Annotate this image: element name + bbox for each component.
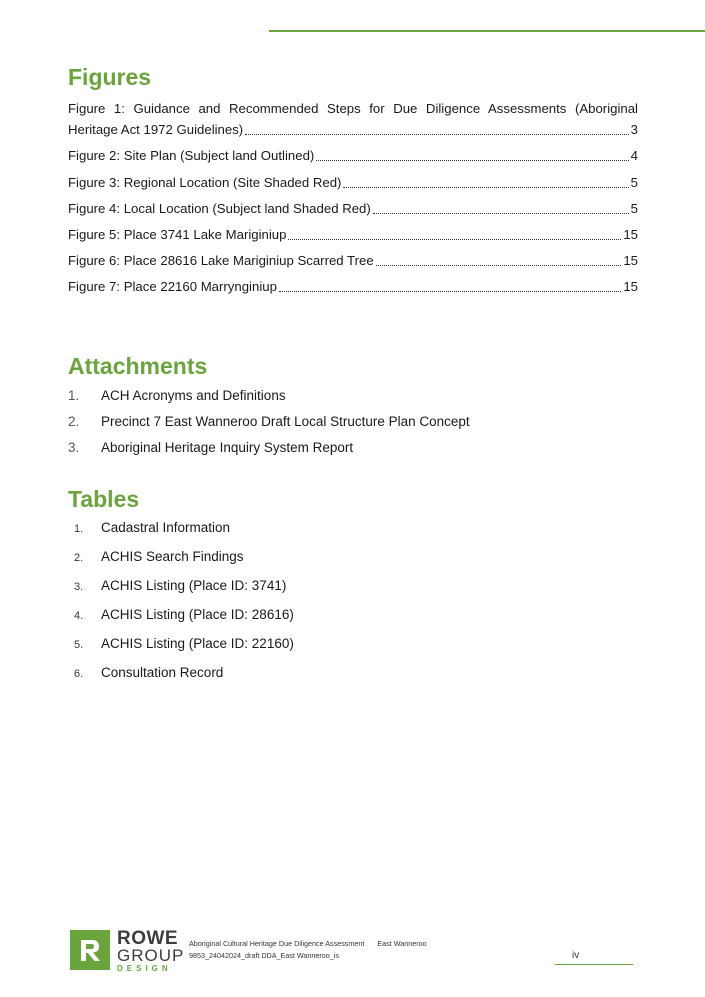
table-label: ACHIS Search Findings <box>101 549 244 564</box>
attachment-label: Aboriginal Heritage Inquiry System Report <box>101 440 354 455</box>
toc-entry[interactable] <box>68 98 638 140</box>
toc-entry-label: Figure 6: Place 28616 Lake Mariginiup Scarred Tree <box>68 253 374 268</box>
list-number: 5. <box>74 639 84 651</box>
leader-dots <box>376 265 622 266</box>
leader-dots <box>245 134 628 135</box>
list-number: 4. <box>74 610 84 622</box>
list-number: 1. <box>74 523 84 535</box>
list-number: 6. <box>74 668 84 680</box>
table-label: Cadastral Information <box>101 520 231 535</box>
toc-entry[interactable] <box>68 250 638 271</box>
table-label: ACHIS Listing (Place ID: 28616) <box>101 607 294 622</box>
table-item[interactable] <box>74 549 244 564</box>
figures-heading: Figures <box>68 64 152 90</box>
table-item[interactable] <box>74 607 294 622</box>
toc-entry-label: Figure 4: Local Location (Subject land Shaded Red) <box>68 201 371 216</box>
toc-entry-label: Figure 3: Regional Location (Site Shaded Red) <box>68 175 342 190</box>
list-number: 2. <box>74 552 84 564</box>
toc-entry-label: Figure 2: Site Plan (Subject land Outlined) <box>68 148 315 163</box>
toc-entry[interactable] <box>68 224 638 245</box>
toc-entry[interactable] <box>68 172 638 193</box>
logo-r-icon <box>70 930 110 970</box>
table-label: ACHIS Listing (Place ID: 22160) <box>101 636 294 651</box>
list-number: 1. <box>68 388 80 403</box>
logo-wordmark-rowe: ROWE <box>117 928 179 949</box>
attachment-item[interactable] <box>68 414 470 429</box>
toc-entry-page: 5 <box>630 175 638 190</box>
leader-dots <box>316 160 628 161</box>
toc-entry[interactable] <box>68 145 638 166</box>
leader-dots <box>373 213 629 214</box>
toc-entry-page: 15 <box>623 227 638 242</box>
leader-dots <box>343 187 628 188</box>
toc-entry-page: 15 <box>623 279 638 294</box>
toc-entry-text: Figure 1: Guidance and Recommended Steps for Due Diligence Assessments (Aboriginal <box>68 101 638 116</box>
toc-entry-label: Figure 7: Place 22160 Marrynginiup <box>68 279 277 294</box>
toc-entry[interactable] <box>68 276 638 297</box>
toc-entry-page: 4 <box>630 148 638 163</box>
toc-entry-page: 5 <box>630 201 638 216</box>
footer-doc-title: Aboriginal Cultural Heritage Due Diligence Assessment <box>189 939 365 948</box>
toc-entry[interactable] <box>68 198 638 219</box>
attachment-item[interactable] <box>68 440 353 455</box>
logo-mark <box>70 930 110 970</box>
table-item[interactable] <box>74 665 223 680</box>
footer-location: East Wanneroo <box>377 939 427 948</box>
attachment-item[interactable] <box>68 388 286 403</box>
footer-doc-title-line <box>189 939 427 948</box>
logo-wordmark-design: DESIGN <box>117 964 172 973</box>
table-label: ACHIS Listing (Place ID: 3741) <box>101 578 287 593</box>
toc-entry-label: Heritage Act 1972 Guidelines) <box>68 122 244 137</box>
table-item[interactable] <box>74 636 294 651</box>
leader-dots <box>288 239 621 240</box>
list-number: 2. <box>68 414 80 429</box>
page-number-rule <box>555 964 633 965</box>
toc-entry-page: 15 <box>623 253 638 268</box>
toc-entry-page: 3 <box>630 122 638 137</box>
leader-dots <box>279 291 621 292</box>
toc-entry-label: Figure 5: Place 3741 Lake Mariginiup <box>68 227 287 242</box>
attachment-label: ACH Acronyms and Definitions <box>101 388 286 403</box>
page-number: iv <box>572 950 580 961</box>
header-rule <box>269 30 705 32</box>
company-logo <box>70 928 185 973</box>
table-item[interactable] <box>74 578 286 593</box>
tables-heading: Tables <box>68 486 140 512</box>
attachment-label: Precinct 7 East Wanneroo Draft Local Structure Plan Concept <box>101 414 470 429</box>
attachments-heading: Attachments <box>68 353 208 379</box>
logo-wordmark-group: GROUP <box>117 946 185 965</box>
table-item[interactable] <box>74 520 230 535</box>
list-number: 3. <box>68 440 80 455</box>
list-number: 3. <box>74 581 84 593</box>
footer-file-name: 9853_24042024_draft DDA_East Wanneroo_is <box>189 951 339 960</box>
table-label: Consultation Record <box>101 665 224 680</box>
